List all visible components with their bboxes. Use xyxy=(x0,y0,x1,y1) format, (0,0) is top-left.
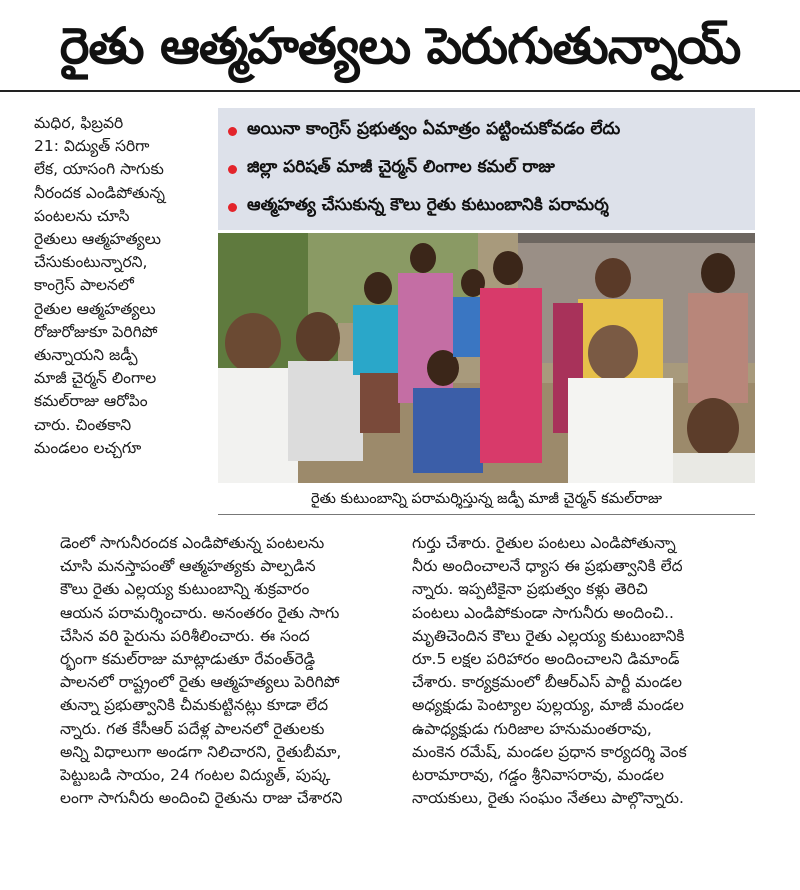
article-line: రైతులు ఆత్మహత్యలు xyxy=(34,230,162,249)
article-line: నీరందక ఎండిపోతున్న xyxy=(34,183,165,202)
bullet-icon xyxy=(228,165,237,174)
highlight-item xyxy=(226,150,747,188)
article-line: చారు. చింతకాని xyxy=(34,415,132,434)
article-line: టరామారావు, గడ్డం శ్రీనివాసరావు, మండల xyxy=(412,766,664,785)
news-photo xyxy=(218,233,755,483)
article-line: పెట్టుబడి సాయం, 24 గంటల విద్యుత్, పుష్క xyxy=(60,766,331,785)
article-line: చేసిన వరి పైరును పరిశీలించారు. ఈ సంద xyxy=(60,626,310,645)
highlight-text: ఆత్మహత్య చేసుకున్న కౌలు రైతు కుటుంబానికి పరామర్శ xyxy=(247,195,609,215)
article-line: ఉపాధ్యక్షుడు గురిజాల హనుమంతరావు, xyxy=(412,719,652,738)
article-line: నీరు అందించాలనే ధ్యాస ఈ ప్రభుత్వానికి లేద xyxy=(412,557,683,576)
article-line: న్నారు. ఇప్పటికైనా ప్రభుత్వం కళ్లు తెరిచి xyxy=(412,580,648,599)
article-line: రోజురోజుకూ పెరిగిపో xyxy=(34,322,158,341)
caption-rule xyxy=(218,514,755,515)
article-line: మధిర, ఫిబ్రవరి xyxy=(34,114,124,132)
article-line: మండలం లచ్చగూ xyxy=(34,438,142,457)
highlight-item xyxy=(226,188,747,226)
article-line: చేశారు. కార్యక్రమంలో బీఆర్ఎస్ పార్టీ మండల xyxy=(412,673,682,692)
headline: రైతు ఆత్మహత్యలు పెరుగుతున్నాయ్ xyxy=(59,17,741,75)
bullet-icon xyxy=(228,203,237,212)
article-line: ర్భంగా కమల్‌రాజు మాట్లాడుతూ రేవంత్‌రెడ్డి xyxy=(60,650,316,669)
article-line: పంటలు ఎండిపోకుండా సాగునీరు అందించి.. xyxy=(412,603,674,622)
highlight-text: అయినా కాంగ్రెస్ ప్రభుత్వం ఏమాత్రం పట్టించుకోవడం లేదు xyxy=(247,119,621,139)
headline-rule xyxy=(0,90,800,92)
article-line: మాజీ చైర్మన్ లింగాల xyxy=(34,369,157,388)
article-line: లేక, యాసంగి సాగుకు xyxy=(34,160,164,179)
next-article-strip xyxy=(0,874,800,890)
article-line: న్నారు. గత కేసీఆర్ పదేళ్ల పాలనలో రైతులకు xyxy=(60,719,325,738)
article-line: చూసి మనస్తాపంతో ఆత్మహత్యకు పాల్పడిన xyxy=(60,557,316,576)
article-line: మృతిచెందిన కౌలు రైతు ఎల్లయ్య కుటుంబానికి xyxy=(412,626,685,645)
article-line: రూ.5 లక్షల పరిహారం అందించాలని డిమాండ్ xyxy=(412,650,680,669)
article-line: పంటలను చూసి xyxy=(34,206,130,225)
article-line: నాయకులు, రైతు సంఘం నేతలు పాల్గొన్నారు. xyxy=(412,789,684,808)
article-line: డెంలో సాగునీరందక ఎండిపోతున్న పంటలను xyxy=(60,534,325,552)
article-line: అధ్యక్షుడు పెంట్యాల పుల్లయ్య, మాజీ మండల xyxy=(412,696,684,715)
article-line: కౌలు రైతు ఎల్లయ్య కుటుంబాన్ని శుక్రవారం xyxy=(60,580,310,599)
highlight-text: జిల్లా పరిషత్ మాజీ చైర్మన్ లింగాల కమల్ రాజు xyxy=(247,157,555,177)
article-line: రైతుల ఆత్మహత్యలు xyxy=(34,299,156,318)
highlight-item xyxy=(226,112,747,150)
article-line: కాంగ్రెస్ పాలనలో xyxy=(34,276,134,295)
article-line: ఆయన పరామర్శించారు. అనంతరం రైతు సాగు xyxy=(60,603,340,622)
article-line: మంకెన రమేష్, మండల ప్రధాన కార్యదర్శి వెంక xyxy=(412,742,687,761)
article-line: కమల్‌రాజు ఆరోపిం xyxy=(34,392,148,411)
highlights-box xyxy=(218,108,755,230)
article-line: లంగా సాగునీరు అందించి రైతును రాజు చేశారని xyxy=(60,789,343,808)
article-column-right-bottom xyxy=(412,532,752,810)
article-column-left-top xyxy=(34,112,210,460)
article-line: 21: విద్యుత్ సరిగా xyxy=(34,137,150,156)
article-line: తున్నాయని జడ్పీ xyxy=(34,346,138,365)
article-line: పాలనలో రాష్ట్రంలో రైతు ఆత్మహత్యలు పెరిగిపో xyxy=(60,673,340,692)
article-line: తున్నా ప్రభుత్వానికి చీమకుట్టినట్లు కూడా లేద xyxy=(60,696,329,715)
photo-caption: రైతు కుటుంబాన్ని పరామర్శిస్తున్న జడ్పీ మాజీ చైర్మన్ కమల్‌రాజు xyxy=(310,491,662,507)
article-line: చేసుకుంటున్నారని, xyxy=(34,253,148,272)
bullet-icon xyxy=(228,127,237,136)
article-line: గుర్తు చేశారు. రైతుల పంటలు ఎండిపోతున్నా xyxy=(412,534,676,552)
article-line: అన్ని విధాలుగా అండగా నిలిచారని, రైతుబీమా, xyxy=(60,742,342,761)
article-column-left-bottom xyxy=(60,532,400,810)
